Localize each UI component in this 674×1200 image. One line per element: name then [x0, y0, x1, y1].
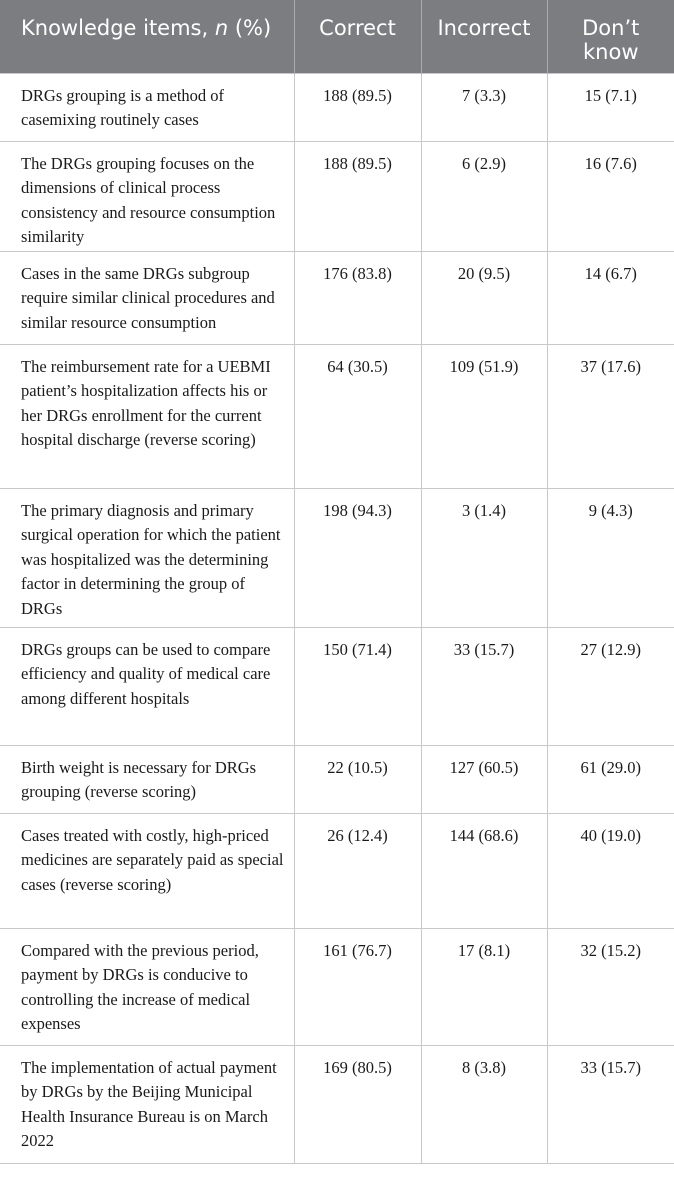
- knowledge-item-cell: The primary diagnosis and primary surgical operation for which the patient was hospitalized was the determining factor in determining the group of DRGs: [0, 488, 294, 627]
- incorrect-cell: 33 (15.7): [421, 627, 547, 745]
- knowledge-item-cell: Cases in the same DRGs subgroup require similar clinical procedures and similar resource consumption: [0, 251, 294, 344]
- correct-cell: 188 (89.5): [294, 141, 421, 251]
- table-header-row: [0, 0, 674, 73]
- incorrect-cell: 8 (3.8): [421, 1045, 547, 1163]
- correct-cell: 64 (30.5): [294, 344, 421, 488]
- correct-cell: 169 (80.5): [294, 1045, 421, 1163]
- table-row: [0, 627, 674, 745]
- dont-know-cell: 61 (29.0): [547, 745, 674, 813]
- correct-cell: 161 (76.7): [294, 928, 421, 1045]
- header-dont-know: [547, 0, 674, 73]
- header-knowledge-items-label: Knowledge items,: [21, 16, 215, 40]
- header-incorrect: Incorrect: [421, 0, 547, 73]
- incorrect-cell: 3 (1.4): [421, 488, 547, 627]
- incorrect-cell: 6 (2.9): [421, 141, 547, 251]
- incorrect-cell: 127 (60.5): [421, 745, 547, 813]
- table-row: [0, 745, 674, 813]
- dont-know-cell: 9 (4.3): [547, 488, 674, 627]
- table-row: [0, 344, 674, 488]
- incorrect-cell: 17 (8.1): [421, 928, 547, 1045]
- knowledge-item-cell: The reimbursement rate for a UEBMI patient’s hospitalization affects his or her DRGs enrollment for the current hospital discharge (reverse scoring): [0, 344, 294, 488]
- header-dont-know-line2: know: [583, 40, 639, 64]
- incorrect-cell: 20 (9.5): [421, 251, 547, 344]
- correct-cell: 150 (71.4): [294, 627, 421, 745]
- dont-know-cell: 16 (7.6): [547, 141, 674, 251]
- dont-know-cell: 33 (15.7): [547, 1045, 674, 1163]
- header-knowledge-items: [0, 0, 294, 73]
- knowledge-item-cell: DRGs groups can be used to compare efficiency and quality of medical care among different hospitals: [0, 627, 294, 745]
- header-dont-know-line1: Don’t: [582, 16, 640, 40]
- table-row: [0, 928, 674, 1045]
- table-row: [0, 141, 674, 251]
- incorrect-cell: 109 (51.9): [421, 344, 547, 488]
- knowledge-item-cell: Compared with the previous period, payment by DRGs is conducive to controlling the increase of medical expenses: [0, 928, 294, 1045]
- knowledge-item-cell: The DRGs grouping focuses on the dimensions of clinical process consistency and resource consumption similarity: [0, 141, 294, 251]
- knowledge-item-cell: Cases treated with costly, high-priced medicines are separately paid as special cases (reverse scoring): [0, 813, 294, 928]
- correct-cell: 188 (89.5): [294, 73, 421, 141]
- knowledge-item-cell: The implementation of actual payment by DRGs by the Beijing Municipal Health Insurance Bureau is on March 2022: [0, 1045, 294, 1163]
- table-row: [0, 1045, 674, 1163]
- correct-cell: 198 (94.3): [294, 488, 421, 627]
- incorrect-cell: 144 (68.6): [421, 813, 547, 928]
- table-row: [0, 73, 674, 141]
- header-correct: Correct: [294, 0, 421, 73]
- dont-know-cell: 14 (6.7): [547, 251, 674, 344]
- dont-know-cell: 37 (17.6): [547, 344, 674, 488]
- knowledge-item-cell: Birth weight is necessary for DRGs grouping (reverse scoring): [0, 745, 294, 813]
- dont-know-cell: 40 (19.0): [547, 813, 674, 928]
- dont-know-cell: 27 (12.9): [547, 627, 674, 745]
- knowledge-item-cell: DRGs grouping is a method of casemixing routinely cases: [0, 73, 294, 141]
- table-row: [0, 251, 674, 344]
- dont-know-cell: 15 (7.1): [547, 73, 674, 141]
- correct-cell: 22 (10.5): [294, 745, 421, 813]
- table-row: [0, 488, 674, 627]
- dont-know-cell: 32 (15.2): [547, 928, 674, 1045]
- header-percent-suffix: (%): [228, 16, 272, 40]
- table-row: [0, 813, 674, 928]
- correct-cell: 176 (83.8): [294, 251, 421, 344]
- incorrect-cell: 7 (3.3): [421, 73, 547, 141]
- header-n-symbol: n: [214, 16, 229, 40]
- correct-cell: 26 (12.4): [294, 813, 421, 928]
